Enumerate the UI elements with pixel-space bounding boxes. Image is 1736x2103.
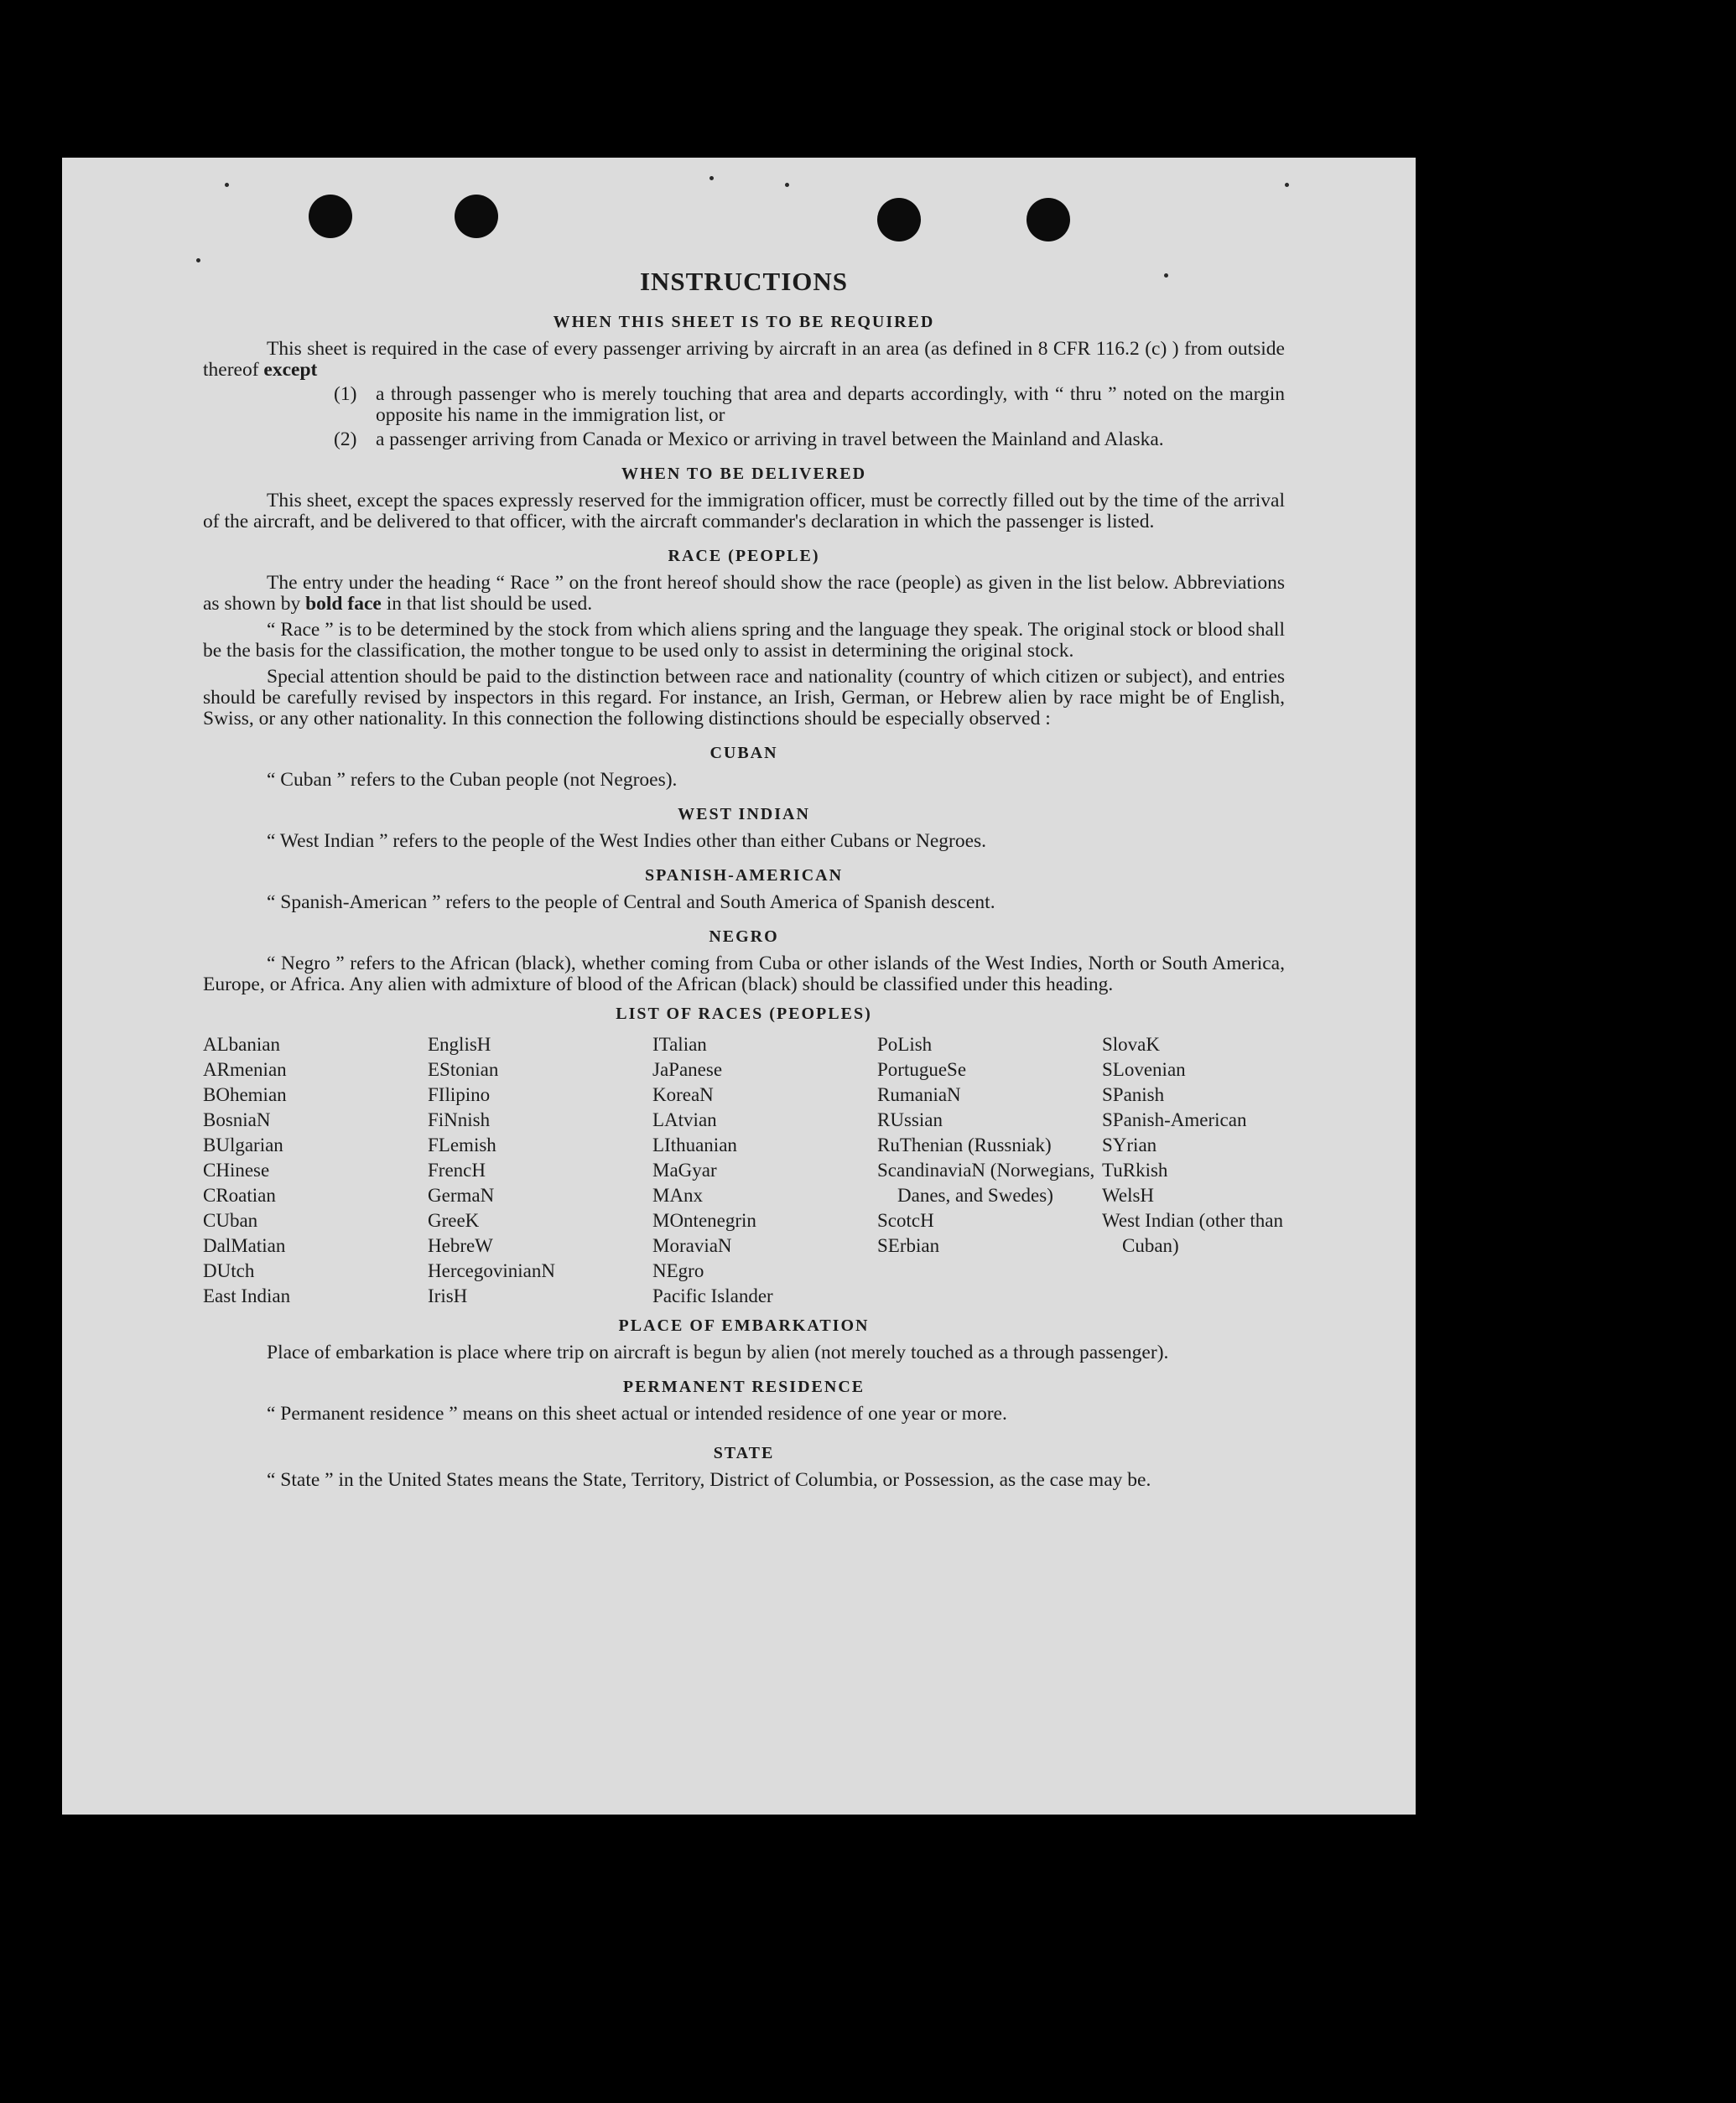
exception-text: a passenger arriving from Canada or Mexico or arriving in travel between the Mainland and Alaska.: [376, 428, 1164, 450]
race-entry: TuRkish: [1102, 1160, 1168, 1181]
race-entry: PoLish: [877, 1034, 933, 1055]
exception-number: (1): [334, 383, 357, 405]
ink-speck: [709, 176, 714, 180]
punch-hole: [877, 198, 921, 241]
race-entry: CHinese: [203, 1160, 270, 1181]
section-heading-residence: PERMANENT RESIDENCE: [622, 1378, 865, 1396]
race-entry: MOntenegrin: [652, 1210, 756, 1231]
race-entry: IrisH: [428, 1285, 468, 1306]
race-entry: JaPanese: [652, 1059, 723, 1080]
race-entry: MaGyar: [652, 1160, 717, 1181]
race-entry: FLemish: [428, 1135, 496, 1155]
race-paragraph-3: Special attention should be paid to the distinction between race and nationality (country of which citizen or subject), and entries should be carefully revised by inspectors in this regard. For instance, an Irish, German, or Hebrew alien by race might be of English, Swiss, or any other nationality. In this connection the following distinctions should be especially observed :: [203, 666, 1285, 730]
required-intro-text: This sheet is required in the case of every passenger arriving by aircraft in an area (as defined in 8 CFR 116.2 (c) ) from outside thereof: [203, 338, 1285, 381]
race-entry: ScotcH: [877, 1210, 934, 1231]
punch-hole: [1027, 198, 1070, 241]
race-entry: RUssian: [877, 1109, 943, 1130]
section-heading-races-list: LIST OF RACES (PEOPLES): [616, 1005, 872, 1023]
exception-number: (2): [334, 428, 357, 450]
spanish-american-paragraph: “ Spanish-American ” refers to the people of Central and South America of Spanish descent.: [267, 891, 995, 913]
races-column: [877, 1032, 1102, 1309]
race-entry: FIlipino: [428, 1084, 491, 1105]
section-heading-required: WHEN THIS SHEET IS TO BE REQUIRED: [553, 313, 935, 331]
section-heading-delivered: WHEN TO BE DELIVERED: [621, 465, 867, 483]
section-heading-embarkation: PLACE OF EMBARKATION: [618, 1316, 870, 1335]
state-paragraph: “ State ” in the United States means the State, Territory, District of Columbia, or Possession, as the case may be.: [267, 1469, 1151, 1491]
section-heading-state: STATE: [713, 1444, 775, 1462]
race-entry: LAtvian: [652, 1109, 717, 1130]
race-p1-text-a: The entry under the heading “ Race ” on the front hereof should show the race (people) as given in the list below. Abbreviations as shown by: [203, 572, 1285, 615]
punch-hole: [309, 195, 352, 238]
race-entry: ALbanian: [203, 1034, 280, 1055]
race-entry: RuThenian (Russniak): [877, 1135, 1052, 1155]
exception-text: a through passenger who is merely touching that area and departs accordingly, with “ thru ” noted on the margin opposite his name in the immigration list, or: [376, 383, 1285, 426]
exception-item: [334, 429, 1285, 450]
race-entry: East Indian: [203, 1285, 291, 1306]
race-entry: BOhemian: [203, 1084, 287, 1105]
west-indian-paragraph: “ West Indian ” refers to the people of the West Indies other than either Cubans or Negroes.: [267, 830, 987, 852]
race-entry: GermaN: [428, 1185, 495, 1206]
race-entry: HercegovinianN: [428, 1260, 555, 1281]
section-heading-cuban: CUBAN: [709, 744, 778, 762]
races-column: [428, 1032, 652, 1309]
race-entry: ARmenian: [203, 1059, 287, 1080]
instructions-content: [203, 265, 1285, 1491]
race-entry: KoreaN: [652, 1084, 714, 1105]
race-entry: MAnx: [652, 1185, 704, 1206]
race-entry: GreeK: [428, 1210, 480, 1231]
race-entry: ITalian: [652, 1034, 707, 1055]
punch-hole: [455, 195, 498, 238]
race-paragraph-2: “ Race ” is to be determined by the stock from which aliens spring and the language they speak. The original stock or blood shall be the basis for the classification, the mother tongue to be used only to assist in determining the original stock.: [203, 619, 1285, 662]
race-entry: Pacific Islander: [652, 1285, 773, 1306]
delivered-paragraph: This sheet, except the spaces expressly reserved for the immigration officer, must be correctly filled out by the time of the arrival of the aircraft, and be delivered to that officer, with the aircraft commander's declaration in which the passenger is listed.: [203, 490, 1285, 532]
ink-speck: [1285, 183, 1289, 187]
ink-speck: [196, 258, 200, 262]
race-entry: DUtch: [203, 1260, 255, 1281]
race-p1-bold: bold face: [305, 593, 382, 615]
race-entry: PortugueSe: [877, 1059, 967, 1080]
race-entry: BosniaN: [203, 1109, 271, 1130]
race-entry: BUlgarian: [203, 1135, 283, 1155]
race-entry: West Indian (other than Cuban): [1102, 1210, 1283, 1256]
race-entry: FrencH: [428, 1160, 486, 1181]
race-entry: CUban: [203, 1210, 258, 1231]
race-entry: SYrian: [1102, 1135, 1157, 1155]
ink-speck: [785, 183, 789, 187]
race-p1-text-b: in that list should be used.: [386, 593, 593, 615]
race-entry: EnglisH: [428, 1034, 491, 1055]
race-entry: EStonian: [428, 1059, 499, 1080]
race-entry: SPanish: [1102, 1084, 1165, 1105]
race-entry: SlovaK: [1102, 1034, 1160, 1055]
section-heading-negro: NEGRO: [709, 927, 779, 946]
document-title: INSTRUCTIONS: [639, 267, 848, 296]
races-column: [1102, 1032, 1295, 1309]
race-entry: FiNnish: [428, 1109, 491, 1130]
race-entry: NEgro: [652, 1260, 704, 1281]
ink-speck: [225, 183, 229, 187]
races-list: [203, 1032, 1285, 1309]
race-paragraph-1: [203, 573, 1285, 615]
embarkation-paragraph: Place of embarkation is place where trip on aircraft is begun by alien (not merely touched as a through passenger).: [267, 1342, 1169, 1363]
race-entry: MoraviaN: [652, 1235, 732, 1256]
required-paragraph: [203, 339, 1285, 381]
race-entry: SPanish-American: [1102, 1109, 1247, 1130]
race-entry: DalMatian: [203, 1235, 286, 1256]
cuban-paragraph: “ Cuban ” refers to the Cuban people (not Negroes).: [267, 769, 678, 791]
exception-item: [334, 384, 1285, 426]
required-intro-bold: except: [263, 359, 318, 381]
races-column: [652, 1032, 877, 1309]
race-entry: SLovenian: [1102, 1059, 1186, 1080]
race-entry: HebreW: [428, 1235, 493, 1256]
document-sheet: [62, 158, 1416, 1815]
race-entry: LIthuanian: [652, 1135, 737, 1155]
races-column: [203, 1032, 428, 1309]
section-heading-race: RACE (PEOPLE): [668, 547, 820, 565]
section-heading-west-indian: WEST INDIAN: [678, 805, 810, 823]
section-heading-spanish-american: SPANISH-AMERICAN: [644, 866, 844, 885]
race-entry: WelsH: [1102, 1185, 1155, 1206]
race-entry: CRoatian: [203, 1185, 276, 1206]
race-entry: RumaniaN: [877, 1084, 961, 1105]
negro-paragraph: “ Negro ” refers to the African (black), whether coming from Cuba or other islands of the West Indies, North or South America, Europe, or Africa. Any alien with admixture of blood of the African (black) should be classified under this heading.: [203, 953, 1285, 995]
residence-paragraph: “ Permanent residence ” means on this sheet actual or intended residence of one year or more.: [267, 1403, 1007, 1425]
race-entry: SErbian: [877, 1235, 940, 1256]
race-entry: ScandinaviaN (Norwegians, Danes, and Swedes): [877, 1160, 1095, 1206]
